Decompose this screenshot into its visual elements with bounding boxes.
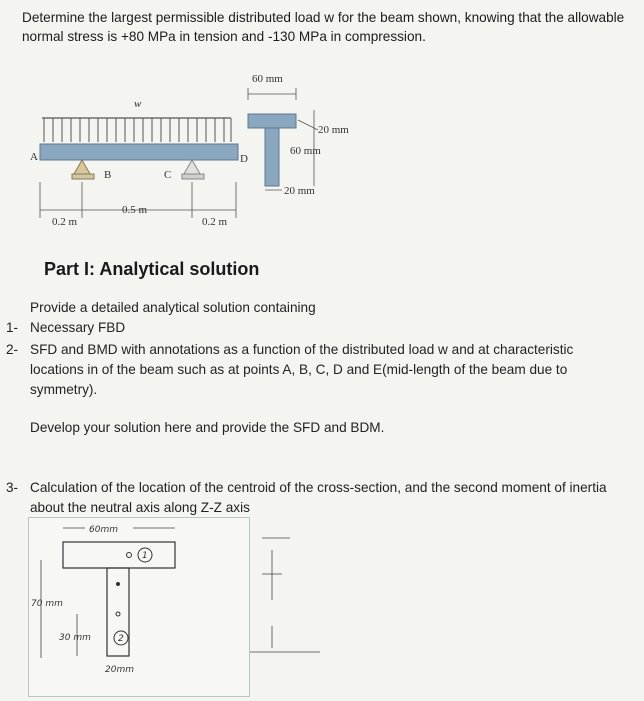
- sketch-top-width: 60mm: [89, 525, 118, 535]
- item-text: Necessary FBD: [30, 320, 126, 335]
- point-a-label: A: [30, 151, 38, 163]
- dim-mid-label: 0.5 m: [122, 204, 148, 216]
- point-c-label: C: [164, 169, 172, 181]
- sketch-extension: [250, 530, 330, 660]
- sketch-box: [28, 517, 250, 697]
- support-c: [184, 160, 200, 174]
- sketch-flange: [63, 542, 175, 568]
- section-width-label: 60 mm: [252, 73, 283, 85]
- sketch-height-label: 70 mm: [31, 599, 63, 609]
- item-text: SFD and BMD with annotations as a function of the distributed load w and at characteristic locations in of the beam such as at points A, B, C, D and E(mid-length of the beam due to symmetry).: [30, 342, 574, 397]
- item-number: 2-: [6, 342, 19, 357]
- item-number: 3-: [6, 480, 19, 495]
- list-item-1: [6, 318, 616, 338]
- web-thickness-label: 20 mm: [284, 185, 315, 197]
- develop-instruction: Develop your solution here and provide the SFD and BDM.: [30, 420, 385, 435]
- problem-statement: Determine the largest permissible distributed load w for the beam shown, knowing that the allowable normal stress is +80 MPa in tension and -130 MPa in compression.: [22, 10, 625, 44]
- load-label: w: [134, 98, 142, 110]
- sketch-part2-label: 2: [118, 634, 124, 644]
- section-web: [265, 128, 279, 186]
- sketch-web-label: 30 mm: [59, 633, 91, 643]
- support-b: [74, 160, 90, 174]
- list-item-3: [6, 478, 616, 518]
- part-title: Part I: Analytical solution: [44, 259, 260, 279]
- web-height-label: 60 mm: [290, 145, 321, 157]
- point-d-label: D: [240, 153, 248, 165]
- dim-left-label: 0.2 m: [52, 216, 78, 228]
- dim-right-label: 0.2 m: [202, 216, 228, 228]
- item-number: 1-: [6, 320, 19, 335]
- hand-sketch: [29, 518, 249, 696]
- sketch-web-width: 20mm: [105, 665, 134, 675]
- flange-thickness-label: 20 mm: [318, 124, 349, 136]
- cross-section-figure: [238, 70, 388, 210]
- beam-body: [40, 144, 238, 160]
- sketch-part1-label: 1: [142, 551, 148, 561]
- list-item-2: [6, 340, 616, 400]
- section-flange: [248, 114, 296, 128]
- part-intro: Provide a detailed analytical solution containing: [30, 300, 316, 315]
- point-b-label: B: [104, 169, 112, 181]
- item-text: Calculation of the location of the centroid of the cross-section, and the second moment of inertia about the neutral axis along Z-Z axis: [30, 480, 607, 515]
